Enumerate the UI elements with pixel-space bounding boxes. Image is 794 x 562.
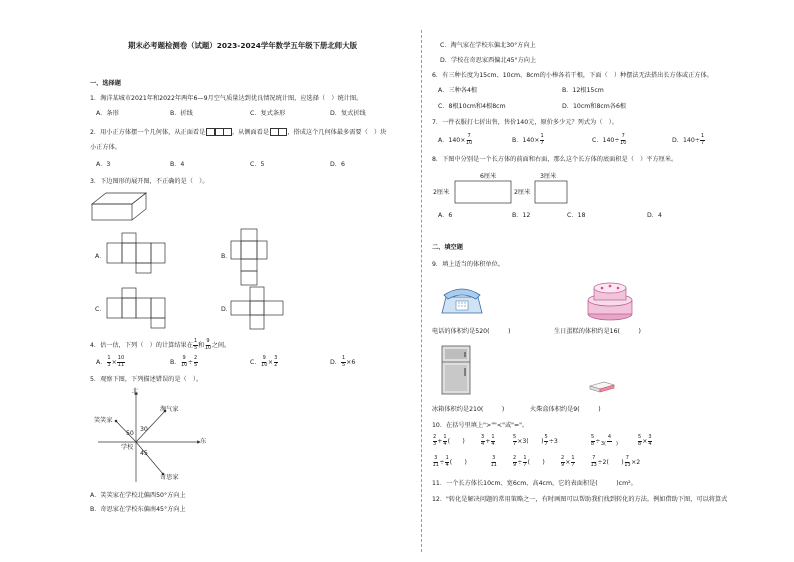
q7-option-b: B．140× $\frac{1}{7}$ [512,133,544,146]
q1-option-d: D．复式折线 [330,110,366,117]
q3-label-a: A． [95,253,106,260]
q1-option-a: A．条形 [96,110,119,117]
q2-option-a: A．3 [96,161,111,168]
column-divider [421,30,422,552]
fraction: $\frac{1}{5}$ [193,338,198,351]
birthday-cake-image [584,276,636,322]
map-taoqi-home: 淘气家 [160,406,179,413]
q7-option-d: D．140÷ $\frac{1}{7}$ [672,133,705,146]
q1-stem: 1．淘洋某城市2021年和2022年两年6—9月空气质量达到优良情况统计图，应选择（ ）统计图。 [90,95,363,102]
map-angle-50: 50 [126,430,134,437]
q12-stem: 12．"转化是解决问题的常用策略之一，有时画图可以帮助我们找到转化的方法。例如借助下图，可以将算式 [432,496,728,503]
q10-row2-item1: $\frac{3}{11}$ ÷ $\frac{1}{4}$ ( ) [432,455,467,468]
q8-side-face [534,180,568,206]
q8-option-c: C．18 [567,212,586,219]
telephone-image [438,283,486,317]
q6-option-b: B．12根15cm [562,87,604,94]
q8-side-width: 3厘米 [540,173,557,180]
q7-stem: 7．一件衣服打七折出售，售价140元，原价多少元？列式为（ ）。 [432,119,618,126]
q2-option-c: C．5 [250,161,265,168]
section-choice-heading: 一、选择题 [90,80,121,87]
q10-row1-item4: $\frac{5}{8}$ ÷ $\frac{4}{3( )}$ [591,434,618,447]
q10-row2-item4: $\frac{2}{9}$ × $\frac{1}{7}$ [561,455,575,468]
q5-option-b: B．奇思家在学校东偏南45°方向上 [90,506,186,513]
q6-option-a: A．三种各4根 [438,87,478,94]
q10-row1-item3: $\frac{5}{7}$ ×3( ) $\frac{5}{7}$ ÷3 [513,434,558,447]
front-view-square [223,128,232,136]
section-fill-heading: 二、填空题 [432,244,463,251]
direction-map [90,388,210,486]
q4-stem: 4．估一估，下列（ ）的计算结果在 $\frac{1}{5}$ 和 $\frac{9}{10}$ 之间。 [90,338,231,351]
q4-option-d: D． $\frac{1}{5}$ ×6 [330,355,356,368]
cuboid-figure [90,190,150,224]
map-north: 北 [132,388,139,395]
q4-option-c: C． $\frac{9}{10}$ × $\frac{3}{2}$ [250,355,278,368]
net-option-b [230,228,270,288]
q2-option-b: B．4 [170,161,185,168]
q10-row1-item5: $\frac{5}{8}$ × $\frac{3}{4}$ [638,434,652,447]
q2-stem-a: 2．用小正方体摆一个几何体，从正面看是 [90,129,206,136]
q8-stem: 8．下图中分别是一个长方体的前面和右面，那么这个长方体的底面积是（ ）平方厘米。 [432,156,678,163]
q5-option-a: A．笑笑家在学校北偏西50°方向上 [90,492,186,499]
q8-option-a: A．6 [438,212,453,219]
q10-row1-item2: $\frac{3}{4}$ + $\frac{1}{4}$ [481,434,495,447]
q9-stem: 9．填上适当的体积单位。 [432,261,504,268]
q10-row2-item3: $\frac{2}{9}$ ÷ $\frac{1}{7}$ ( ) [513,455,545,468]
q3-label-d: D． [221,306,232,313]
q5-option-c: C．淘气家在学校东偏北30°方向上 [440,42,536,49]
map-angle-45: 45 [140,450,148,457]
q10-row2-item5: $\frac{7}{13}$ ÷2( ) $\frac{7}{13}$ ×2 [590,455,641,468]
q8-side-height: 2厘米 [514,189,531,196]
q6-option-c: C．8根10cm和4根8cm [438,103,506,110]
q4-option-a: A． $\frac{1}{3}$ × $\frac{10}{11}$ [96,355,125,368]
net-option-c [106,287,168,331]
q7-option-c: C．140÷ $\frac{7}{10}$ [592,133,627,146]
q8-front-height: 2厘米 [433,189,450,196]
q9-matchbox-text: 火柴盒体积约是9( ) [530,406,601,413]
q2-stem-d: 小正方体。 [90,144,121,151]
net-option-d [230,286,290,332]
page-title: 期末必考题检测卷（试题）2023-2024学年数学五年级下册北师大版 [128,41,357,50]
q6-stem: 6．有三种长度为15cm、10cm、8cm的小棒各若干根，下面（ ）种摆法无法搭出长方体或正方体。 [432,72,713,79]
q1-option-b: B．折线 [170,110,193,117]
q10-row1-item1: $\frac{2}{3}$ + $\frac{1}{4}$ ( ) [433,434,465,447]
q2-stem-b: ，从侧面看是 [231,129,270,136]
q2-stem-c: ，搭成这个几何体最多需要（ ）块 [287,129,387,136]
refrigerator-image [438,344,474,396]
q3-label-c: C． [95,306,106,313]
q9-phone-text: 电话的体积约是520( ) [432,328,511,335]
q6-option-d: D．10cm和8cm各6根 [562,103,627,110]
map-school: 学校 [121,444,134,451]
q11-stem: 11．一个长方体长10cm、宽6cm、高4cm，它的表面积是( )cm²。 [432,480,637,487]
q2-stem [90,128,386,137]
q10-stem: 10．在括号里填上">""<"或"="。 [432,422,529,429]
q2-option-d: D．6 [330,161,345,168]
q1-option-c: C．复式条形 [250,110,286,117]
matchbox-image [588,378,616,394]
q8-front-width: 6厘米 [480,173,497,180]
net-option-a [106,232,168,276]
q8-front-face [454,180,512,206]
map-xiaoxiao-home: 笑笑家 [94,417,113,424]
q9-cake-text: 生日蛋糕的体积约是16( ) [554,328,641,335]
q3-stem: 3．下边图形的展开图，不正确的是（ ）。 [90,178,209,185]
q7-option-a: A．140× $\frac{7}{10}$ [438,133,473,146]
q3-label-b: B． [221,253,232,260]
fraction: $\frac{9}{10}$ [204,338,212,351]
q4-option-b: B． $\frac{9}{10}$ ÷ $\frac{2}{5}$ [170,355,198,368]
q5-stem: 5．观察下图，下列描述错误的是（ ）。 [90,376,203,383]
q8-option-d: D．4 [647,212,662,219]
map-qisi-home: 奇思家 [160,474,179,481]
map-angle-30: 30 [140,426,148,433]
map-east: 东 [200,438,207,445]
q10-row2-item2: $\frac{3}{11}$ [490,455,497,468]
q9-fridge-text: 冰箱体积约是210( ) [432,406,505,413]
q5-option-d: D．学校在奇思家西偏北45°方向上 [440,57,537,64]
q8-option-b: B．12 [512,212,531,219]
